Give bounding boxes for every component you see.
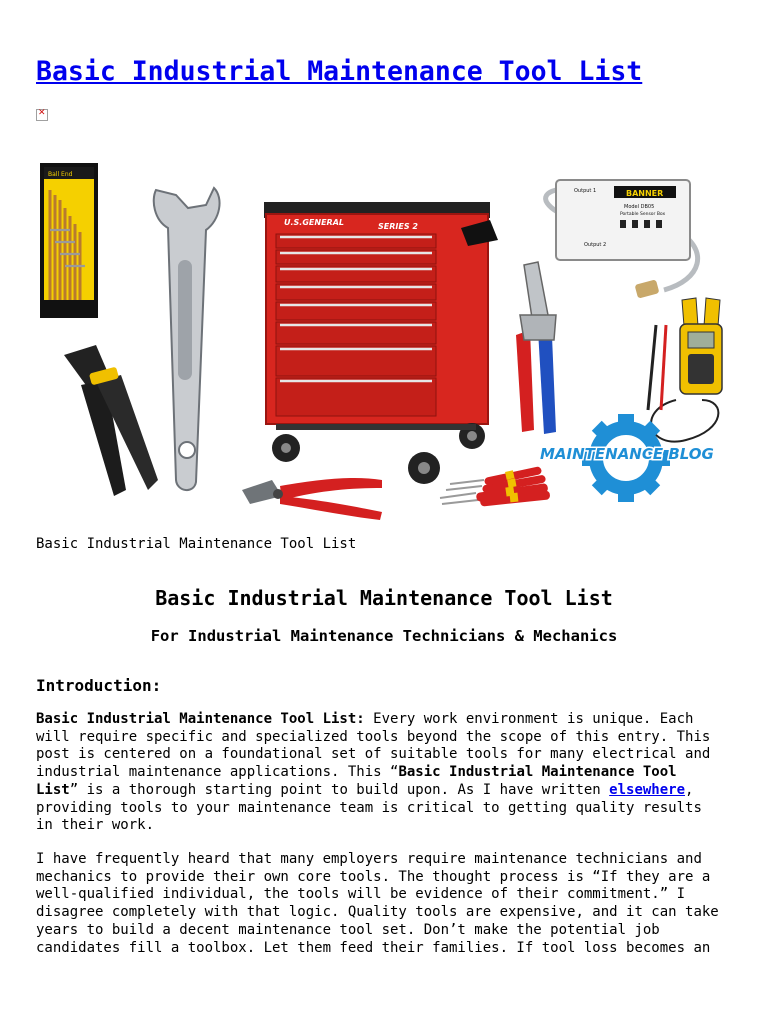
sensor-output-2: Output 2	[584, 242, 607, 248]
hex-key-label: Ball End	[48, 171, 73, 178]
pliers-image	[242, 478, 382, 520]
toolbox-series: SERIES 2	[378, 222, 418, 231]
hero-image	[36, 150, 732, 520]
bold-phrase: List	[36, 781, 70, 798]
text-span: ” is a thorough starting point to build upon. As I have written	[69, 781, 610, 798]
text-line: well-qualified individual, the tools will be evidence of their commitment.” I	[36, 886, 686, 903]
text-line: providing tools to your maintenance team is critical to getting quality results	[36, 799, 702, 816]
bold-lead: Basic Industrial Maintenance Tool List:	[36, 711, 365, 727]
broken-image-icon	[36, 109, 48, 121]
text-span: industrial maintenance applications. This “	[36, 764, 399, 781]
sensor-model-sub: Portable Sensor Box	[620, 212, 666, 217]
maintenance-blog-logo	[540, 414, 714, 502]
wire-stripper-image	[64, 345, 158, 496]
text-line: candidates fill a toolbox. Let them feed their families. If tool loss becomes an	[36, 939, 711, 956]
clamp-meter-image	[648, 298, 722, 442]
text-line	[36, 711, 732, 729]
sensor-output-1: Output 1	[574, 188, 597, 194]
page-title-link[interactable]: Basic Industrial Maintenance Tool List	[36, 56, 643, 87]
adjustable-wrench-image	[154, 188, 220, 490]
text-line	[36, 764, 732, 782]
text-line	[36, 782, 732, 800]
body-paragraph	[36, 851, 732, 959]
sensor-brand: BANNER	[626, 189, 664, 198]
section-heading-introduction: Introduction:	[36, 676, 162, 695]
text-line: disagree completely with that logic. Quality tools are expensive, and it can take	[36, 904, 719, 921]
article-subheading: For Industrial Maintenance Technicians & Mechanics	[150, 627, 618, 645]
text-span: ,	[685, 781, 694, 798]
text-line: mechanics to provide their own core tools. The thought process is “If they are a	[36, 868, 711, 885]
text-line: in their work.	[36, 817, 155, 834]
text-line: will require specific and specialized tools beyond the scope of this entry. This	[36, 728, 711, 745]
sensor-model: Model DB05	[624, 204, 655, 210]
screwdriver-set-image	[440, 466, 550, 507]
sensor-box-image	[546, 180, 698, 299]
intro-paragraph	[36, 711, 732, 835]
pliers-wrench-image	[516, 262, 556, 434]
elsewhere-link[interactable]: elsewhere	[609, 781, 686, 798]
text-line: post is centered on a foundational set of suitable tools for many electrical and	[36, 746, 711, 763]
toolbox-brand: U.S.GENERAL	[284, 218, 344, 227]
maintenance-blog-text: MAINTENANCE BLOG	[540, 445, 714, 463]
text-line: I have frequently heard that many employers require maintenance technicians and	[36, 851, 702, 867]
article-heading: Basic Industrial Maintenance Tool List	[155, 586, 613, 610]
image-caption: Basic Industrial Maintenance Tool List	[36, 536, 357, 552]
bold-phrase: Basic Industrial Maintenance Tool	[398, 764, 677, 781]
text-line: years to build a decent maintenance tool set. Don’t make the potential job	[36, 921, 660, 938]
toolbox-image	[264, 202, 498, 484]
text-span: Every work environment is unique. Each	[364, 711, 694, 727]
page-title	[36, 54, 642, 90]
hex-key-set-image	[40, 163, 98, 318]
